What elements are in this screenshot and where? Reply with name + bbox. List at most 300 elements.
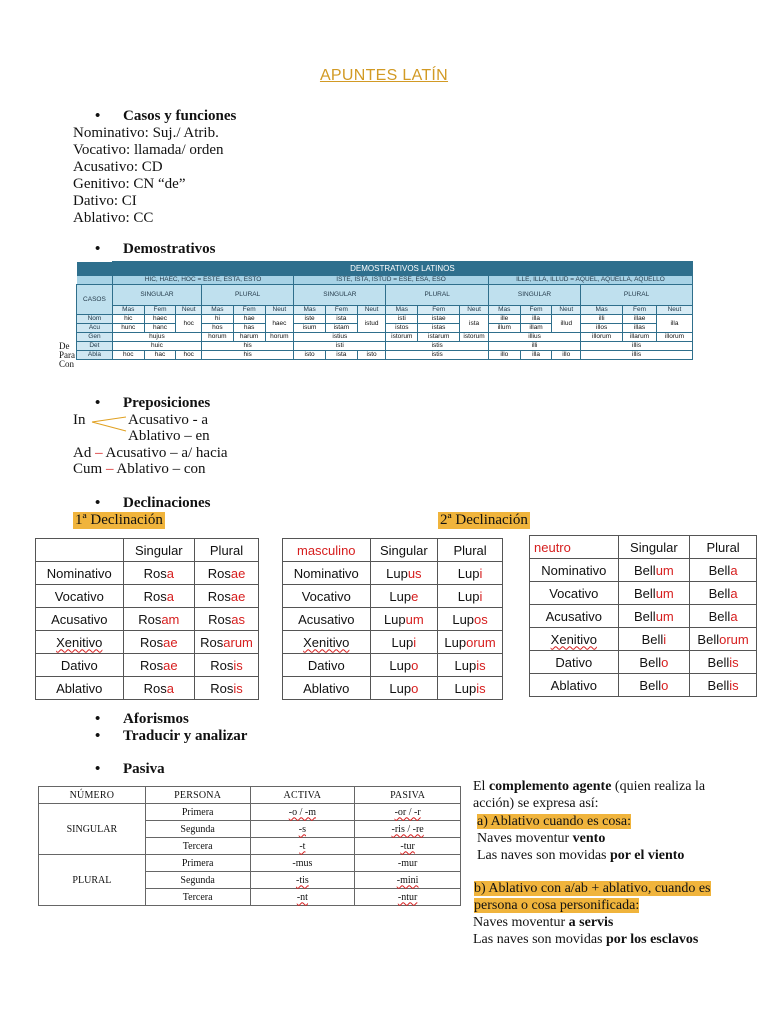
word-ending: ae [163,657,178,673]
declension-row [36,677,259,700]
singular-form [370,562,438,585]
pasiva-table [38,786,461,906]
demo-cell: istorum [386,333,418,342]
demo-gender: Neut [552,306,581,315]
word-stem: Ros [210,680,234,696]
agente-a-ex1-b: vento [572,831,606,846]
pasiva-cell [355,872,461,889]
demo-singular: SINGULAR [488,285,580,306]
agente-a-ex1 [477,830,752,847]
demo-cell: isti [294,342,386,351]
demo-case-acu: Acu [77,324,113,333]
second-declension-neut-table [529,535,757,697]
plural-form [438,608,503,631]
demo-cell: ille [488,315,520,324]
demo-cell: istas [418,324,460,333]
demo-cell: hae [233,315,265,324]
word-ending: i [663,631,667,647]
demo-cell: illam [520,324,552,333]
activa-cell [250,889,355,906]
pasiva-ending: -ris / -re [391,823,424,835]
agente-a-ex2-a: Las naves son movidas [477,848,610,863]
singular-form [370,654,438,677]
casos-list [73,125,224,227]
demo-cell: illum [488,324,520,333]
agente-a-label: a) Ablativo cuando es cosa: [477,814,631,829]
word-ending: a [730,608,738,624]
prep-dash: – [105,461,114,477]
declension-row [36,608,259,631]
demo-cell: illorum [656,333,692,342]
demo-cell: isto [357,351,386,360]
word-ending: a [166,680,174,696]
demo-gender: Fem [144,306,176,315]
word-stem: Ros [143,680,167,696]
demo-cell: illius [488,333,580,342]
demo-singular: SINGULAR [112,285,201,306]
agente-b-ex1 [473,914,748,931]
word-form [634,609,674,624]
word-ending: o [661,677,669,693]
word-ending: um [655,608,674,624]
activa-cell [250,804,355,821]
demo-cell: hi [202,315,234,324]
activa-ending: -nt [296,891,308,903]
col-plural: Plural [438,539,503,562]
demo-cell: illa [656,315,692,333]
word-form [144,566,174,581]
demo-gender: Mas [294,306,326,315]
word-form [389,589,418,604]
singular-form [123,654,195,677]
demo-cell: illi [581,315,623,324]
singular-form [618,559,690,582]
word-form [208,612,245,627]
demo-plural: PLURAL [581,285,693,306]
prep-in: In [73,412,86,428]
word-ending: o [411,680,419,696]
section-aforismos [92,711,189,728]
declension-row [283,562,503,585]
word-form [642,632,667,647]
word-stem: Bell [641,631,664,647]
word-form [455,658,486,673]
word-ending: is [729,654,739,670]
word-stem: Ros [140,657,164,673]
demo-gender: Fem [233,306,265,315]
declension-row [36,562,259,585]
demo-cell: harum [233,333,265,342]
word-stem: Lup [383,611,406,627]
word-stem: Bell [708,608,731,624]
plural-form [438,631,503,654]
word-ending: ae [230,588,246,604]
demo-gender: Neut [357,306,386,315]
word-ending: is [233,680,243,696]
col-singular: Singular [123,539,195,562]
case-name: Acusativo [530,605,619,628]
plural-form [690,674,757,697]
section-casos [92,108,236,125]
plural-form [438,585,503,608]
masculino-label: masculino [283,539,371,562]
declension-row [283,585,503,608]
case-name: Vocativo [530,582,619,605]
bullet-icon: • [95,395,101,411]
demo-cell: hunc [112,324,144,333]
persona-cell: Tercera [145,838,250,855]
activa-ending: -t [299,840,306,852]
section-demostrativos [92,241,215,258]
word-ending: i [479,588,483,604]
demo-plural: PLURAL [386,285,488,306]
agente-a-ex1-a: Naves moventur [477,831,573,846]
word-stem: Ros [200,634,224,650]
demo-cell: illa [520,315,552,324]
demo-cell: illorum [581,333,623,342]
plural-form [690,559,757,582]
case-name: Vocativo [283,585,371,608]
word-ending: um [655,585,674,601]
case-name: Dativo [36,654,124,677]
declension-row [283,631,503,654]
pasiva-ending: -or / -r [394,806,421,818]
section-pasiva [92,761,165,778]
word-form [444,635,495,650]
word-stem: Lup [386,565,408,581]
pasiva-cell [355,838,461,855]
agente-intro-a: El [473,779,489,794]
word-ending: a [730,562,738,578]
persona-cell: Segunda [145,821,250,838]
plural-form [195,677,259,700]
bullet-icon: • [95,728,101,744]
pasiva-cell [355,804,461,821]
declension-row [283,677,503,700]
word-form [634,563,674,578]
section-pasiva-label: Pasiva [123,761,165,777]
demostrativos-table [76,261,693,360]
word-form [709,586,738,601]
plural-form [438,677,503,700]
singular-form [618,582,690,605]
plural-form [195,608,259,631]
word-stem: Bell [707,654,730,670]
word-stem: Ros [210,657,234,673]
declension-row [530,651,757,674]
demo-cell: illud [552,315,581,333]
case-name: Ablativo [283,677,371,700]
word-form [208,566,246,581]
demo-cell: has [233,324,265,333]
activa-cell [250,821,355,838]
bullet-icon: • [95,241,101,257]
demo-cell: illi [488,342,580,351]
demo-cell: illa [520,351,552,360]
activa-ending: -o / -m [288,806,316,818]
bullet-icon: • [95,108,101,124]
section-preposiciones [92,395,210,412]
demo-cell: horum [265,333,294,342]
prep-ad-rest: Acusativo – a/ hacia [105,445,228,461]
word-ending: us [407,565,422,581]
col-singular: Singular [370,539,438,562]
word-stem: Bell [634,562,656,578]
agente-a-label-line [477,813,752,830]
demo-cell: hujus [112,333,201,342]
word-stem: Bell [707,677,730,693]
word-form [708,655,739,670]
declension-row [36,654,259,677]
word-form [140,635,178,650]
word-form [208,589,246,604]
activa-cell [250,872,355,889]
header-numero: NÚMERO [39,787,146,804]
plural-form [195,585,259,608]
demo-cell: illas [623,324,657,333]
word-ending: orum [719,631,749,647]
declension-row [530,674,757,697]
demo-gender: Fem [325,306,357,315]
plural-form [690,605,757,628]
persona-cell: Primera [145,804,250,821]
prep-cum: Cum [73,461,103,477]
word-form [138,612,179,627]
demo-case-abla: Abla [77,351,113,360]
demo-gender: Mas [202,306,234,315]
word-ending: arum [223,634,253,650]
persona-cell: Tercera [145,889,250,906]
bracket-lines [90,414,130,434]
demo-cell: hoc [176,351,202,360]
plural-form [195,654,259,677]
word-form [639,678,668,693]
word-form [392,635,417,650]
word-ending: is [729,677,739,693]
case-name: Acusativo [283,608,371,631]
page-title: APUNTES LATÍN [319,67,449,84]
plural-form [690,651,757,674]
declension-row [36,585,259,608]
agente-a-ex2 [477,847,752,864]
demo-group-ille: ILLE, ILLA, ILLUD = AQUEL, AQUELLA, AQUELLO [488,276,692,285]
word-stem: Bell [708,562,731,578]
word-form [389,681,418,696]
word-form [709,609,738,624]
singular-form [618,651,690,674]
word-stem: Bell [639,677,662,693]
demo-cell: illae [623,315,657,324]
word-ending: o [661,654,669,670]
word-form [458,566,483,581]
demo-cell: his [202,351,294,360]
word-form [455,681,486,696]
caso-line: Dativo: CI [73,193,137,209]
prep-in-ablativo: Ablativo – en [128,428,210,444]
activa-cell [250,838,355,855]
word-ending: e [411,588,419,604]
demo-cell: istius [294,333,386,342]
demo-case-nom: Nom [77,315,113,324]
demo-gender: Mas [112,306,144,315]
plural-form [690,628,757,651]
case-name: Dativo [530,651,619,674]
demo-group-hic: HIC, HAEC, HOC = ESTE, ESTA, ESTO [112,276,293,285]
prep-cum-rest: Ablativo – con [116,461,206,477]
demo-cell: illo [488,351,520,360]
prep-ad-line [73,445,228,462]
demo-cell: istarum [418,333,460,342]
demo-cell: hac [144,351,176,360]
case-name: Nominativo [283,562,371,585]
word-stem: Lup [457,588,480,604]
plural-form [438,654,503,677]
word-form [144,681,174,696]
bullet-icon: • [95,761,101,777]
demo-gender: Fem [418,306,460,315]
demo-title: DEMOSTRATIVOS LATINOS [112,262,692,276]
word-stem: Bell [634,608,656,624]
declension-row [530,605,757,628]
singular-form [618,605,690,628]
demo-cell: isto [294,351,326,360]
demo-singular: SINGULAR [294,285,386,306]
pasiva-cell [355,889,461,906]
declension-row [283,608,503,631]
word-ending: ae [230,565,246,581]
demo-cell: istae [418,315,460,324]
agente-a-ex2-b: por el viento [609,848,685,863]
word-form [639,655,668,670]
pasiva-cell: -mur [355,855,461,872]
singular-form [618,628,690,651]
demo-gender: Mas [581,306,623,315]
demo-case-gen: Gen [77,333,113,342]
neutro-label: neutro [530,536,619,559]
demo-cell: hanc [144,324,176,333]
demo-cell: isum [294,324,326,333]
numero-singular: SINGULAR [39,804,146,855]
word-ending: as [231,611,245,627]
word-stem: Ros [207,588,231,604]
prep-in-acusativo: Acusativo - a [128,412,208,428]
singular-form [123,677,195,700]
word-ending: orum [466,634,496,650]
declension-row [530,559,757,582]
demo-cell: istorum [460,333,489,342]
demo-cell: ista [325,315,357,324]
word-stem: Lup [389,680,412,696]
plural-form [690,582,757,605]
word-form [458,589,483,604]
second-declension-masc-body [283,562,503,700]
case-name: Dativo [283,654,371,677]
word-form [384,612,424,627]
word-ending: o [411,657,419,673]
demo-gender: Neut [265,306,294,315]
word-stem: Ros [138,611,162,627]
word-stem: Ros [140,634,164,650]
word-form [210,681,243,696]
second-declension-masc-table [282,538,503,700]
word-stem: Bell [697,631,720,647]
numero-plural: PLURAL [39,855,146,906]
singular-form [370,585,438,608]
word-stem: Lup [444,634,467,650]
demo-cell: illos [581,324,623,333]
agente-b-ex1-b: a servis [568,915,614,930]
word-ending: i [413,634,417,650]
singular-form [370,677,438,700]
header-persona: PERSONA [145,787,250,804]
demo-cell: illis [581,351,693,360]
section-casos-label: Casos y funciones [123,108,237,124]
singular-form [123,608,195,631]
word-stem: Bell [634,585,656,601]
word-form [452,612,487,627]
demo-casos-header: CASOS [77,285,113,315]
case-name: Xenitivo [530,628,619,651]
second-declension-neut-body [530,559,757,697]
demo-cell: isti [386,315,418,324]
activa-cell: -mus [250,855,355,872]
side-label-con: Con [59,359,75,369]
demo-gender: Fem [520,306,552,315]
side-label-para: Para [59,350,75,360]
demo-cell: illis [581,342,693,351]
word-stem: Lup [389,657,412,673]
agente-b-ex1-a: Naves moventur [473,915,569,930]
declension-row [530,582,757,605]
demo-cell: istam [325,324,357,333]
word-ending: is [476,680,486,696]
first-declension-body [36,562,259,700]
activa-ending: -s [298,823,306,835]
word-ending: os [474,611,488,627]
first-declension-label: 1ª Declinación [75,512,163,528]
word-ending: am [161,611,180,627]
word-ending: ae [163,634,178,650]
word-stem: Lup [452,611,475,627]
demo-side-labels [59,342,75,369]
demo-cell: illo [552,351,581,360]
word-form [634,586,674,601]
case-name: Ablativo [530,674,619,697]
demo-gender: Neut [176,306,202,315]
persona-cell: Segunda [145,872,250,889]
singular-form [123,562,195,585]
col-plural: Plural [195,539,259,562]
word-form [144,589,174,604]
caso-line: Acusativo: CD [73,159,163,175]
activa-ending: -tis [296,874,309,886]
word-stem: Ros [208,611,232,627]
demo-gender: Fem [623,306,657,315]
singular-form [123,585,195,608]
demo-cell: istos [386,324,418,333]
demo-cell: ista [460,315,489,333]
demo-cell: istud [357,315,386,333]
word-ending: i [479,565,483,581]
word-stem: Ros [143,565,167,581]
case-name: Vocativo [36,585,124,608]
section-declinaciones-label: Declinaciones [123,495,211,511]
word-ending: a [730,585,738,601]
word-form [386,566,421,581]
plural-form [195,631,259,654]
caso-line: Genitivo: CN “de” [73,176,186,192]
prep-cum-line [73,461,206,478]
